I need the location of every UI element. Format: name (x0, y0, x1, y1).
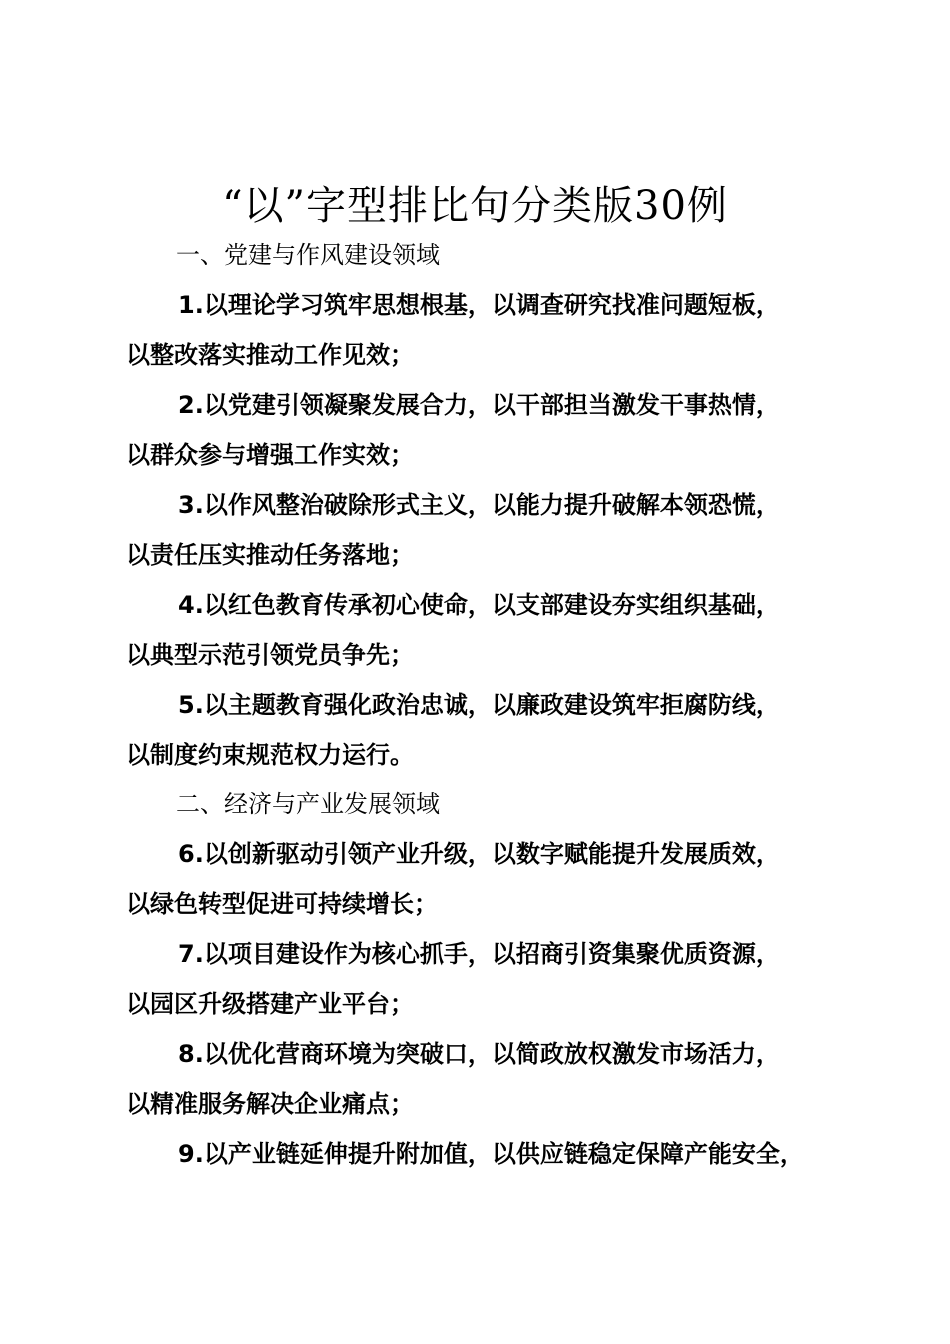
section-heading-economy: 二、经济与产业发展领域 (176, 790, 440, 818)
list-item (126, 380, 826, 480)
item-line: 以园区升级搭建产业平台； (126, 990, 414, 1018)
item-line: 以制度约束规范权力运行。 (126, 741, 414, 769)
list-item (126, 580, 826, 680)
list-item (126, 480, 826, 580)
item-line: 以绿色转型促进可持续增长； (126, 890, 438, 918)
item-line: 5.以主题教育强化政治忠诚，以廉政建设筑牢拒腐防线， (178, 691, 780, 719)
item-line: 以群众参与增强工作实效； (126, 441, 414, 469)
item-line: 7.以项目建设作为核心抓手，以招商引资集聚优质资源， (178, 940, 780, 968)
section-heading-party-building: 一、党建与作风建设领域 (176, 241, 440, 269)
list-item (126, 680, 826, 780)
list-item (126, 829, 826, 929)
item-line: 以责任压实推动任务落地； (126, 541, 414, 569)
item-line: 3.以作风整治破除形式主义，以能力提升破解本领恐慌， (178, 491, 780, 519)
item-line: 6.以创新驱动引领产业升级，以数字赋能提升发展质效， (178, 840, 780, 868)
list-item (126, 929, 826, 1029)
item-line: 9.以产业链延伸提升附加值，以供应链稳定保障产能安全， (178, 1140, 804, 1168)
item-line: 1.以理论学习筑牢思想根基，以调查研究找准问题短板， (178, 291, 780, 319)
item-line: 8.以优化营商环境为突破口，以简政放权激发市场活力， (178, 1040, 780, 1068)
document-title: “以”字型排比句分类版30例 (222, 183, 728, 229)
item-line: 4.以红色教育传承初心使命，以支部建设夯实组织基础， (178, 591, 780, 619)
item-line: 以典型示范引领党员争先； (126, 641, 414, 669)
item-line: 2.以党建引领凝聚发展合力，以干部担当激发干事热情， (178, 391, 780, 419)
list-item (126, 1029, 826, 1129)
list-item (126, 1129, 826, 1179)
item-line: 以精准服务解决企业痛点； (126, 1090, 414, 1118)
list-item (126, 280, 826, 380)
item-line: 以整改落实推动工作见效； (126, 341, 414, 369)
